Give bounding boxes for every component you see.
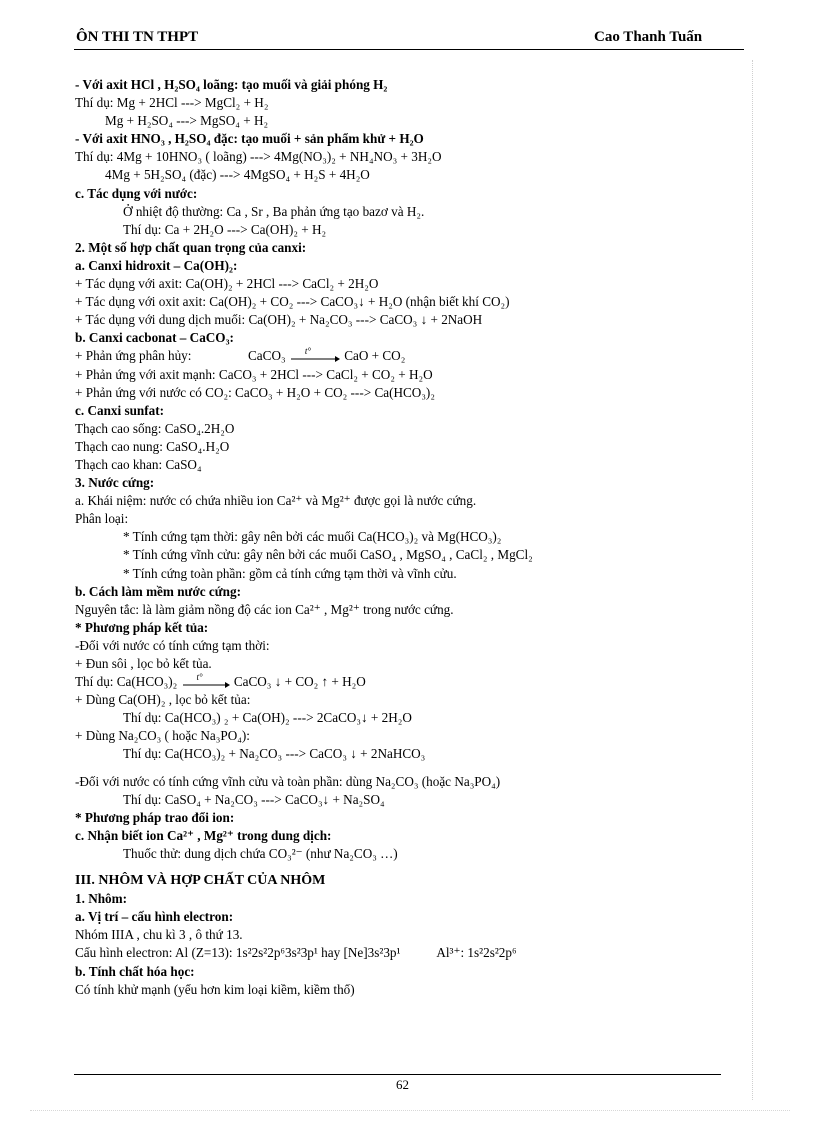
footer-divider (74, 1074, 721, 1075)
subsection-heading: b. Tính chất hóa học: (75, 963, 195, 979)
subsection-heading: * Phương pháp trao đổi ion: (75, 809, 235, 825)
text-line: 4Mg + 5H₂SO₄ (đặc) ---> 4MgSO₄ + H₂S + 4H₂O (105, 167, 370, 183)
page-edge (30, 1110, 790, 1111)
text-line: Phân loại: (75, 511, 129, 527)
section-heading: 3. Nước cứng: (75, 475, 155, 491)
equation-reactant: Thí dụ: Ca(HCO₃)₂ (75, 674, 178, 690)
subsection-heading: c. Canxi sunfat: (75, 402, 165, 418)
page-content (75, 76, 755, 999)
text-line: a. Khái niệm: nước có chứa nhiều ion Ca²⁺ và Mg²⁺ được gọi là nước cứng. (75, 493, 477, 509)
text-line: * Tính cứng vĩnh cửu: gây nên bởi các muối CaSO₄ , MgSO₄ , CaCl₂ , MgCl₂ (123, 547, 533, 563)
equation-product: CaCO₃ ↓ + CO₂ ↑ + H₂O (233, 674, 366, 690)
equation-reactant: CaCO₃ (248, 348, 286, 364)
subsection-heading: * Phương pháp kết tủa: (75, 619, 209, 635)
text-line: Ở nhiệt độ thường: Ca , Sr , Ba phản ứng tạo bazơ và H₂. (123, 203, 425, 219)
subsection-heading: b. Canxi cacbonat – CaCO₃: (75, 330, 234, 346)
section-heading: 2. Một số hợp chất quan trọng của canxi: (75, 239, 307, 255)
text-line: Thạch cao khan: CaSO₄ (75, 456, 202, 472)
text-line: + Phản ứng với axit mạnh: CaCO₃ + 2HCl ---> CaCl₂ + CO₂ + H₂O (75, 366, 433, 382)
subsection-heading: a. Vị trí – cấu hình electron: (75, 909, 234, 925)
subsection-heading: a. Canxi hidroxit – Ca(OH)₂: (75, 257, 238, 273)
text-line: Nguyên tắc: là làm giảm nồng độ các ion Ca²⁺ , Mg²⁺ trong nước cứng. (75, 601, 454, 617)
heat-arrow-icon: t° (181, 677, 231, 689)
text-line: + Phản ứng với nước có CO₂: CaCO₃ + H₂O + CO₂ ---> Ca(HCO₃)₂ (75, 384, 435, 400)
text-fragment: + Phản ứng phân hủy: (75, 348, 192, 364)
equation-line (75, 673, 755, 691)
text-line: Thí dụ: Ca(HCO₃) ₂ + Ca(OH)₂ ---> 2CaCO₃↓ + 2H₂O (123, 710, 412, 726)
text-line: Thí dụ: Ca + 2H₂O ---> Ca(OH)₂ + H₂ (123, 221, 327, 237)
header-divider (74, 49, 744, 50)
text-line: - Với axit HNO₃ , H₂SO₄ đặc: tạo muối + sản phẩm khử + H₂O (75, 131, 424, 147)
text-line: + Tác dụng với oxit axit: Ca(OH)₂ + CO₂ ---> CaCO₃↓ + H₂O (nhận biết khí CO₂) (75, 294, 510, 310)
text-line: Mg + H₂SO₄ ---> MgSO₄ + H₂ (105, 113, 269, 129)
text-line: -Đối với nước có tính cứng vĩnh cửu và toàn phần: dùng Na₂CO₃ (hoặc Na₃PO₄) (75, 773, 501, 789)
chapter-heading: III. NHÔM VÀ HỢP CHẤT CỦA NHÔM (75, 873, 326, 889)
text-line: + Dùng Na₂CO₃ ( hoặc Na₃PO₄): (75, 728, 250, 744)
subsection-heading: b. Cách làm mềm nước cứng: (75, 583, 241, 599)
text-line: + Đun sôi , lọc bỏ kết tủa. (75, 656, 212, 671)
text-line: + Tác dụng với dung dịch muối: Ca(OH)₂ + Na₂CO₃ ---> CaCO₃ ↓ + 2NaOH (75, 312, 483, 328)
text-line: Thạch cao nung: CaSO₄.H₂O (75, 438, 230, 454)
text-line: -Đối với nước có tính cứng tạm thời: (75, 637, 270, 653)
text-line: Thí dụ: Mg + 2HCl ---> MgCl₂ + H₂ (75, 95, 269, 111)
text-line: Có tính khử mạnh (yếu hơn kim loại kiềm, kiềm thổ) (75, 981, 355, 997)
text-line: Thuốc thử: dung dịch chứa CO₃²⁻ (như Na₂CO₃ …) (123, 845, 398, 861)
text-line: - Với axit HCl , H₂SO₄ loãng: tạo muối và giải phóng H₂ (75, 77, 388, 92)
subsection-heading: c. Nhận biết ion Ca²⁺ , Mg²⁺ trong dung dịch: (75, 827, 332, 843)
equation-product: CaO + CO₂ (344, 348, 406, 364)
header-title: ÔN THI TN THPT (76, 29, 199, 45)
text-line: Nhóm IIIA , chu kì 3 , ô thứ 13. (75, 927, 243, 943)
text-line: Thí dụ: CaSO₄ + Na₂CO₃ ---> CaCO₃↓ + Na₂SO₄ (123, 791, 385, 807)
text-line: Thí dụ: Ca(HCO₃)₂ + Na₂CO₃ ---> CaCO₃ ↓ + 2NaHCO₃ (123, 746, 426, 762)
text-line: + Dùng Ca(OH)₂ , lọc bỏ kết tủa: (75, 692, 251, 708)
equation-line (75, 347, 755, 365)
heat-arrow-icon: t° (289, 351, 341, 363)
equation-line (75, 944, 755, 962)
text-line: * Tính cứng toàn phần: gồm cả tính cứng tạm thời và vĩnh cửu. (123, 565, 457, 581)
text-line: Thí dụ: 4Mg + 10HNO₃ ( loãng) ---> 4Mg(NO₃)₂ + NH₄NO₃ + 3H₂O (75, 149, 442, 165)
text-line: * Tính cứng tạm thời: gây nên bởi các muối Ca(HCO₃)₂ và Mg(HCO₃)₂ (123, 529, 502, 545)
page-edge (752, 60, 753, 1100)
text-line: Thạch cao sống: CaSO₄.2H₂O (75, 420, 235, 436)
page-number: 62 (396, 1077, 409, 1092)
text-fragment: Cấu hình electron: Al (Z=13): 1s²2s²2p⁶3s²3p¹ hay [Ne]3s²3p¹ (75, 945, 401, 961)
header-author: Cao Thanh Tuấn (594, 29, 703, 45)
text-line: + Tác dụng với axit: Ca(OH)₂ + 2HCl ---> CaCl₂ + 2H₂O (75, 276, 379, 292)
subsection-heading: c. Tác dụng với nước: (75, 185, 198, 201)
text-fragment: Al³⁺: 1s²2s²2p⁶ (436, 945, 517, 961)
section-heading: 1. Nhôm: (75, 891, 128, 907)
